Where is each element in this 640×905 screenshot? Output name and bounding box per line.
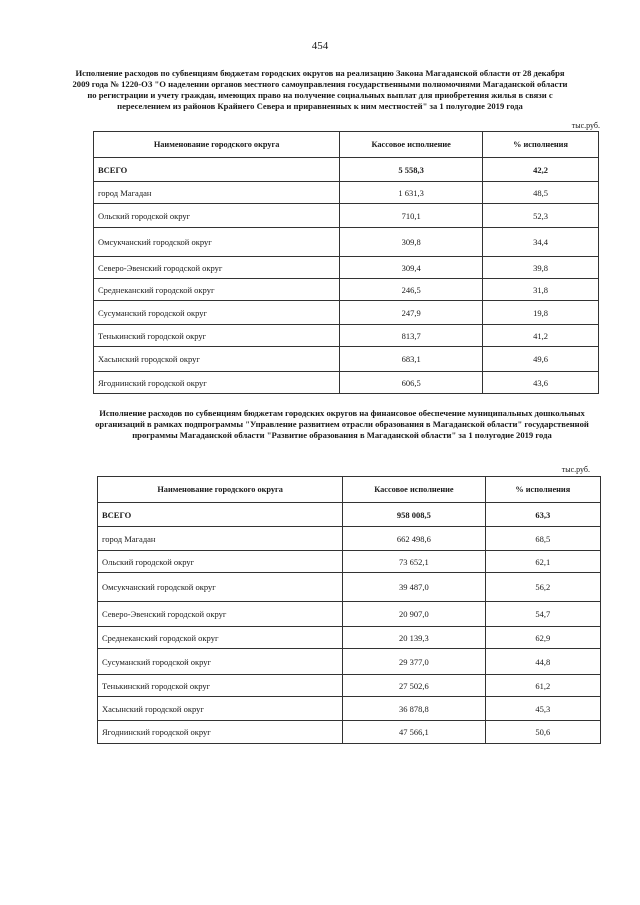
unit-label: тыс.руб. <box>571 121 600 130</box>
column-header-percent: % исполнения <box>483 132 599 158</box>
table-row <box>98 551 601 573</box>
table-row <box>98 675 601 697</box>
cell-amount: 710,1 <box>340 204 483 228</box>
cell-name: Ягоднинский городской округ <box>98 721 343 744</box>
cell-amount: 606,5 <box>340 372 483 394</box>
column-header-name: Наименование городского округа <box>98 477 343 503</box>
cell-name: Ягоднинский городской округ <box>94 372 340 394</box>
cell-name: Северо-Эвенский городской округ <box>94 257 340 279</box>
column-header-amount: Кассовое исполнение <box>343 477 485 503</box>
table-row-total <box>98 503 601 527</box>
column-header-percent: % исполнения <box>485 477 600 503</box>
cell-amount: 662 498,6 <box>343 527 485 551</box>
unit-label: тыс.руб. <box>561 465 590 474</box>
cell-percent: 62,9 <box>485 627 600 649</box>
cell-amount: 309,4 <box>340 257 483 279</box>
cell-amount: 246,5 <box>340 279 483 301</box>
cell-amount: 47 566,1 <box>343 721 485 744</box>
cell-percent: 63,3 <box>485 503 600 527</box>
cell-amount: 813,7 <box>340 325 483 347</box>
section-title: Исполнение расходов по субвенциям бюджетам городских округов на финансовое обеспечение муниципальных дошкольных организаций в рамках подпрограммы "Управление развитием отрасли образования в Магаданской области" государственной программы Магаданской области "Развитие образования в Магаданской области" за 1 полугодие 2019 года <box>95 408 589 440</box>
table-row <box>98 602 601 627</box>
cell-percent: 68,5 <box>485 527 600 551</box>
cell-name: Хасынский городской округ <box>98 697 343 721</box>
cell-percent: 31,8 <box>483 279 599 301</box>
cell-name: Сусуманский городской округ <box>98 649 343 675</box>
cell-name: город Магадан <box>98 527 343 551</box>
cell-amount: 27 502,6 <box>343 675 485 697</box>
cell-amount: 5 558,3 <box>340 158 483 182</box>
table-header-row <box>98 477 601 503</box>
cell-percent: 42,2 <box>483 158 599 182</box>
cell-percent: 19,8 <box>483 301 599 325</box>
cell-name: Хасынский городской округ <box>94 347 340 372</box>
table-row <box>98 697 601 721</box>
cell-percent: 61,2 <box>485 675 600 697</box>
cell-percent: 56,2 <box>485 573 600 602</box>
cell-percent: 39,8 <box>483 257 599 279</box>
cell-amount: 73 652,1 <box>343 551 485 573</box>
cell-percent: 41,2 <box>483 325 599 347</box>
cell-name: Омсукчанский городской округ <box>94 228 340 257</box>
cell-name: Северо-Эвенский городской округ <box>98 602 343 627</box>
cell-percent: 62,1 <box>485 551 600 573</box>
cell-percent: 43,6 <box>483 372 599 394</box>
cell-percent: 34,4 <box>483 228 599 257</box>
cell-amount: 20 907,0 <box>343 602 485 627</box>
cell-percent: 45,3 <box>485 697 600 721</box>
column-header-name: Наименование городского округа <box>94 132 340 158</box>
cell-name: Сусуманский городской округ <box>94 301 340 325</box>
cell-amount: 1 631,3 <box>340 182 483 204</box>
cell-percent: 52,3 <box>483 204 599 228</box>
table-row <box>98 649 601 675</box>
data-table <box>97 476 601 744</box>
table-row <box>98 527 601 551</box>
cell-percent: 49,6 <box>483 347 599 372</box>
table-row <box>98 627 601 649</box>
cell-name: Среднеканский городской округ <box>94 279 340 301</box>
cell-percent: 44,8 <box>485 649 600 675</box>
cell-name: Тенькинский городской округ <box>98 675 343 697</box>
cell-amount: 309,8 <box>340 228 483 257</box>
cell-name: Ольский городской округ <box>94 204 340 228</box>
cell-amount: 958 008,5 <box>343 503 485 527</box>
table-row <box>98 721 601 744</box>
cell-name: Тенькинский городской округ <box>94 325 340 347</box>
cell-amount: 36 878,8 <box>343 697 485 721</box>
cell-name: ВСЕГО <box>94 158 340 182</box>
column-header-amount: Кассовое исполнение <box>340 132 483 158</box>
cell-name: Ольский городской округ <box>98 551 343 573</box>
cell-name: город Магадан <box>94 182 340 204</box>
cell-amount: 20 139,3 <box>343 627 485 649</box>
cell-percent: 54,7 <box>485 602 600 627</box>
table-row <box>98 573 601 602</box>
page-number: 454 <box>311 40 329 52</box>
cell-name: Омсукчанский городской округ <box>98 573 343 602</box>
cell-percent: 48,5 <box>483 182 599 204</box>
cell-amount: 247,9 <box>340 301 483 325</box>
cell-amount: 29 377,0 <box>343 649 485 675</box>
cell-name: Среднеканский городской округ <box>98 627 343 649</box>
cell-amount: 39 487,0 <box>343 573 485 602</box>
cell-amount: 683,1 <box>340 347 483 372</box>
cell-percent: 50,6 <box>485 721 600 744</box>
cell-name: ВСЕГО <box>98 503 343 527</box>
section-title: Исполнение расходов по субвенциям бюджетам городских округов на реализацию Закона Магаданской области от 28 декабря 2009 года № 1220-ОЗ "О наделении органов местного самоуправления государственными полномочиями Магаданской области по регистрации и учету граждан, имеющих право на получение социальных выплат для приобретения жилья в связи с переселением из районов Крайнего Севера и приравненных к ним местностей" за 1 полугодие 2019 года <box>72 68 568 111</box>
